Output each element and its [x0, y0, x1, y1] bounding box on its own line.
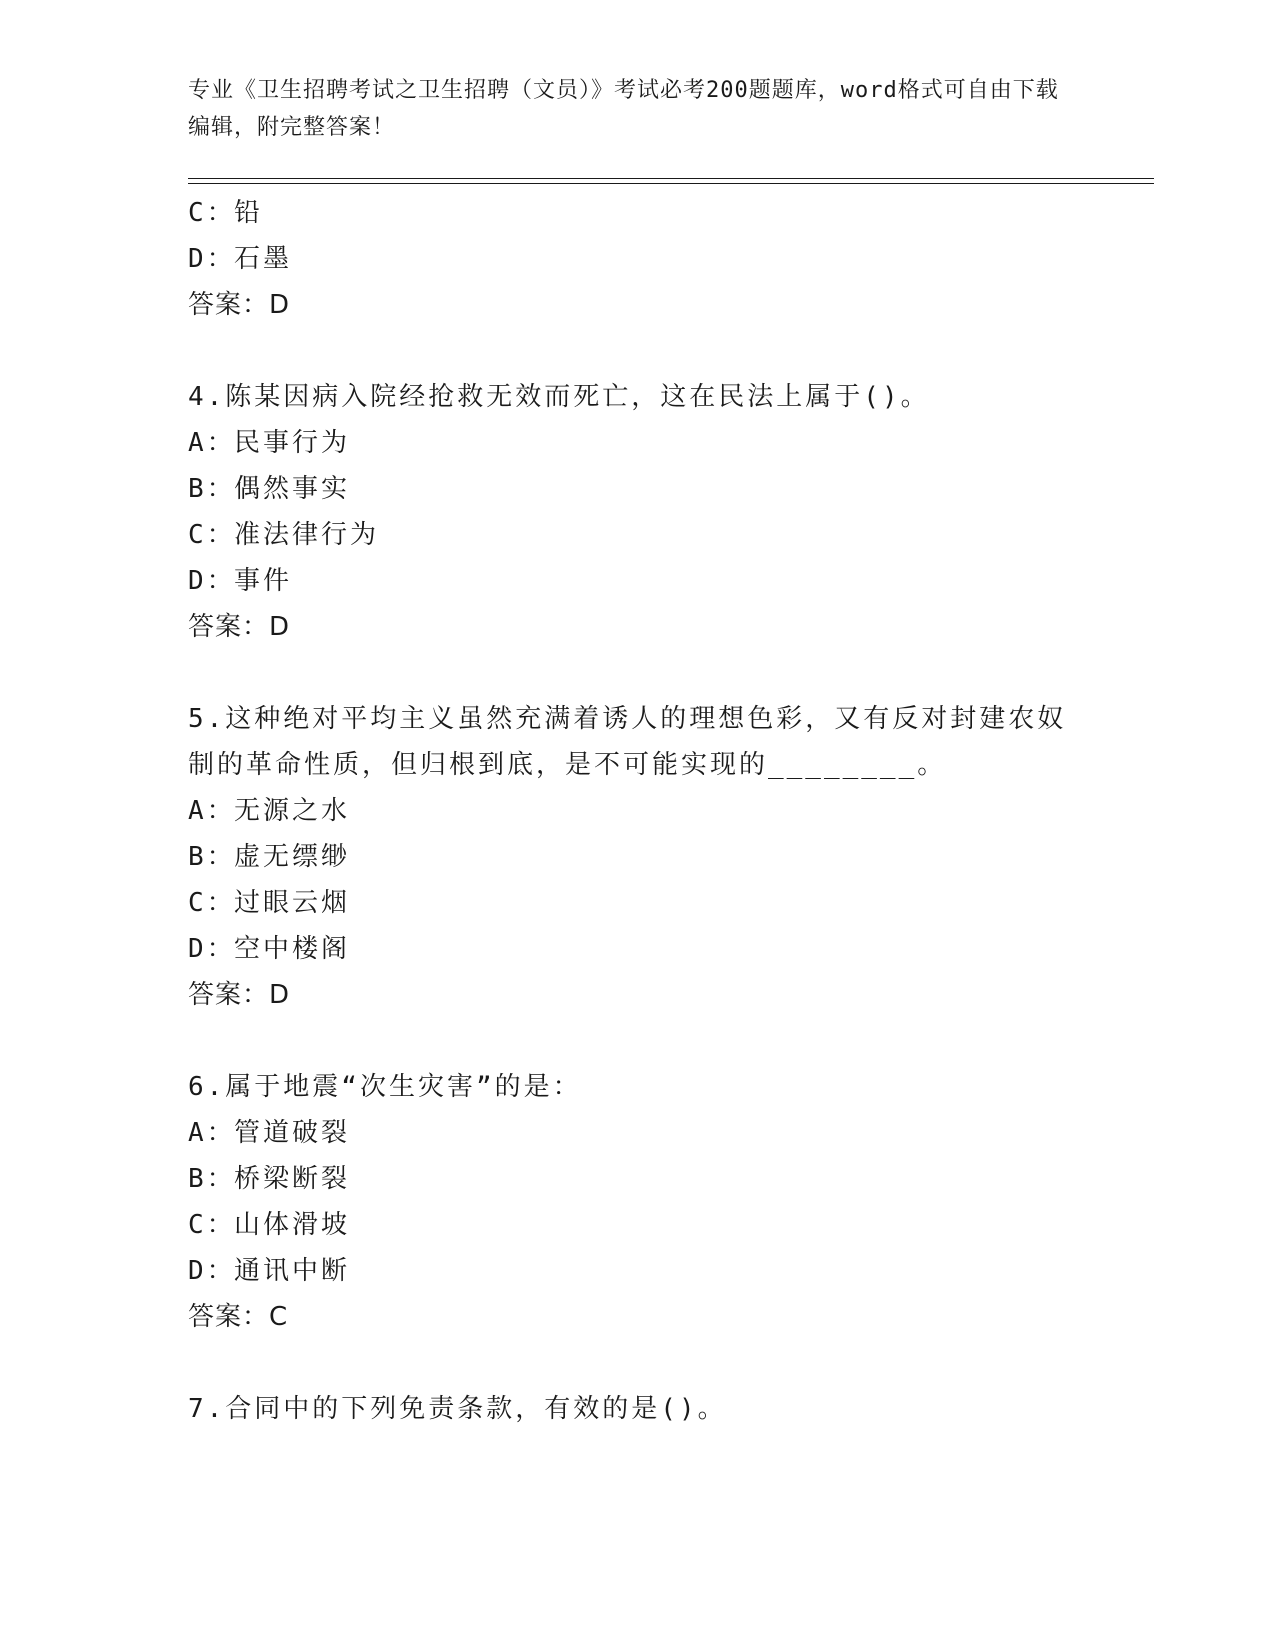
- answer-line: 答案：C: [188, 1302, 289, 1332]
- question-4-text: 4.陈某因病入院经抢救无效而死亡，这在民法上属于()。: [188, 382, 930, 412]
- option-d: D：石墨: [188, 244, 293, 274]
- option-c: C：过眼云烟: [188, 888, 351, 918]
- option-b: B：桥梁断裂: [188, 1164, 351, 1194]
- question-5-text: 5.这种绝对平均主义虽然充满着诱人的理想色彩，又有反对封建农奴制的革命性质，但归根到底，是不可能实现的________。: [188, 704, 1067, 780]
- option-b: B：偶然事实: [188, 474, 351, 504]
- document-header: 专业《卫生招聘考试之卫生招聘（文员）》考试必考200题题库，word格式可自由下载编辑，附完整答案！: [188, 78, 1059, 140]
- option-c: C：山体滑坡: [188, 1210, 351, 1240]
- option-d: D：事件: [188, 566, 293, 596]
- option-a: A：管道破裂: [188, 1118, 351, 1148]
- option-a: A：无源之水: [188, 796, 351, 826]
- question-6-text: 6.属于地震“次生灾害”的是：: [188, 1072, 582, 1102]
- header-rule-top: [188, 178, 1154, 179]
- option-c: C：铅: [188, 198, 264, 228]
- option-d: D：通讯中断: [188, 1256, 351, 1286]
- option-a: A：民事行为: [188, 428, 351, 458]
- option-b: B：虚无缥缈: [188, 842, 351, 872]
- option-d: D：空中楼阁: [188, 934, 351, 964]
- answer-line: 答案：D: [188, 290, 291, 320]
- answer-line: 答案：D: [188, 612, 291, 642]
- answer-line: 答案：D: [188, 980, 291, 1010]
- option-c: C：准法律行为: [188, 520, 380, 550]
- question-list: [188, 190, 1088, 1432]
- question-7-text: 7.合同中的下列免责条款，有效的是()。: [188, 1394, 727, 1424]
- header-rule-bottom: [188, 183, 1154, 184]
